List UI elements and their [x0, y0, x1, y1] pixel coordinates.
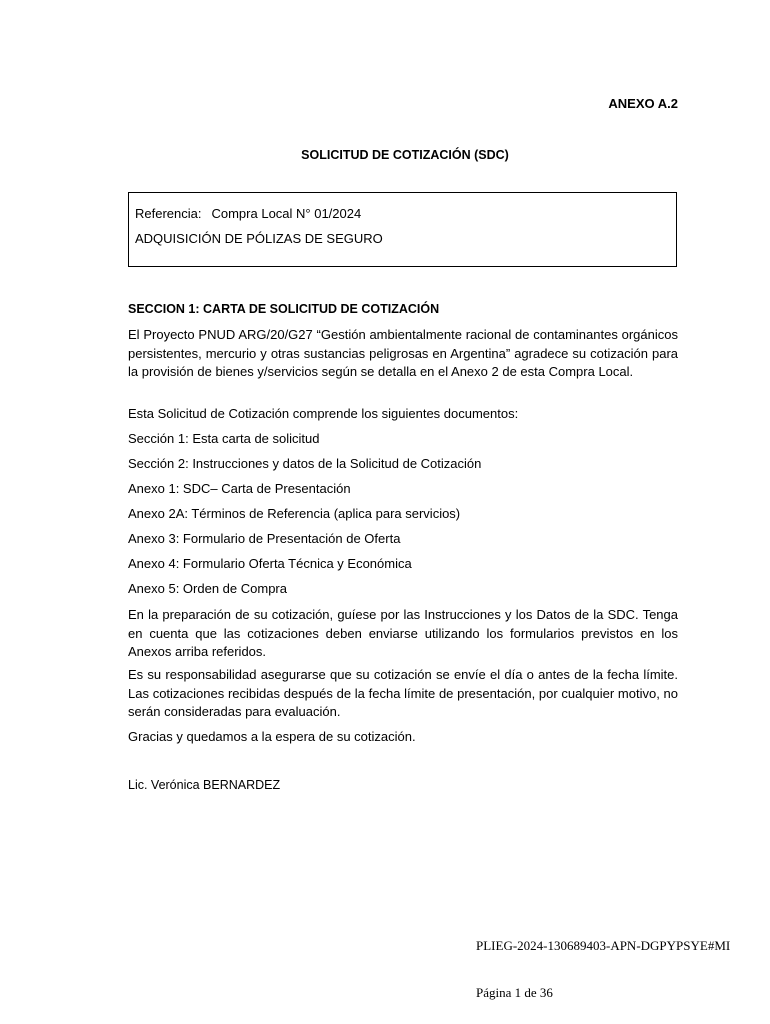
- document-list-item: Anexo 1: SDC– Carta de Presentación: [128, 481, 351, 496]
- deadline-paragraph: Es su responsabilidad asegurarse que su cotización se envíe el día o antes de la fecha límite. Las cotizaciones recibidas después de la fecha límite de presentación, por cualquier motivo, no serán consideradas para evaluación.: [128, 667, 678, 719]
- closing-text: Gracias y quedamos a la espera de su cotización.: [128, 729, 416, 744]
- document-list-item: Sección 1: Esta carta de solicitud: [128, 431, 320, 446]
- document-list-item: Anexo 4: Formulario Oferta Técnica y Económica: [128, 556, 412, 571]
- annex-label: ANEXO A.2: [608, 96, 678, 111]
- document-list-item: Anexo 2A: Términos de Referencia (aplica para servicios): [128, 506, 461, 521]
- document-title: SOLICITUD DE COTIZACIÓN (SDC): [301, 148, 509, 162]
- document-list-item: Anexo 3: Formulario de Presentación de Oferta: [128, 531, 401, 546]
- document-list-item: Sección 2: Instrucciones y datos de la Solicitud de Cotización: [128, 456, 482, 471]
- reference-box: [128, 192, 677, 267]
- intro-paragraph: El Proyecto PNUD ARG/20/G27 “Gestión ambientalmente racional de contaminantes orgánicos persistentes, mercurio y otras sustancias peligrosas en Argentina” agradece su cotización para la provisión de bienes y/servicios según se detalla en el Anexo 2 de esta Compra Local.: [128, 327, 678, 379]
- reference-value: Compra Local N° 01/2024: [211, 206, 362, 221]
- document-code: PLIEG-2024-130689403-APN-DGPYPSYE#MI: [476, 938, 731, 953]
- documents-intro: Esta Solicitud de Cotización comprende los siguientes documentos:: [128, 406, 519, 421]
- document-list-item: Anexo 5: Orden de Compra: [128, 581, 287, 596]
- reference-subject: ADQUISICIÓN DE PÓLIZAS DE SEGURO: [135, 231, 383, 246]
- reference-label: Referencia:: [135, 206, 202, 221]
- instructions-paragraph: En la preparación de su cotización, guíese por las Instrucciones y los Datos de la SDC. Tenga en cuenta que las cotizaciones deben enviarse utilizando los formularios previstos en los Anexos arriba referidos.: [128, 607, 678, 659]
- reference-line: [135, 201, 670, 226]
- section-title: SECCION 1: CARTA DE SOLICITUD DE COTIZACIÓN: [128, 302, 440, 316]
- signature: Lic. Verónica BERNARDEZ: [128, 778, 281, 792]
- page-number: Página 1 de 36: [476, 985, 553, 1000]
